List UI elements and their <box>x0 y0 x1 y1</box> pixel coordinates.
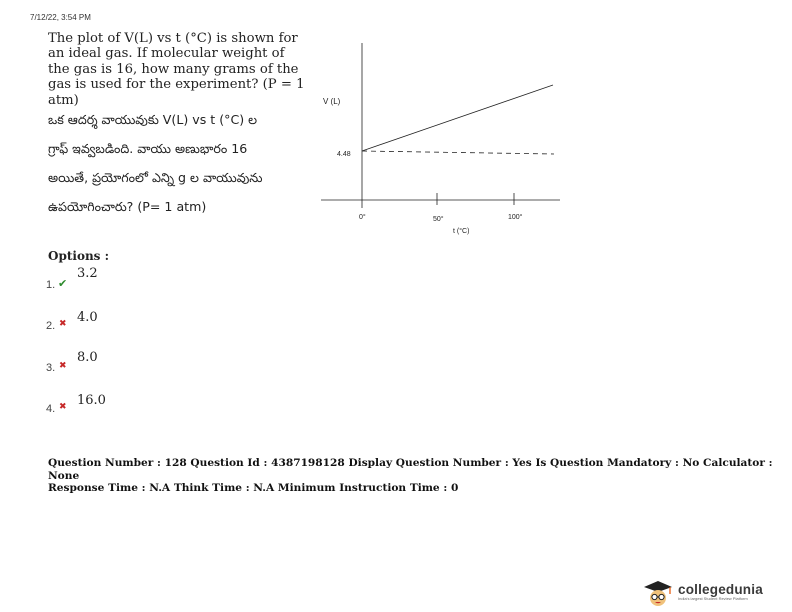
option-3-number: 3. <box>46 362 56 374</box>
x-tick-label-0: 0° <box>359 214 366 221</box>
option-4-number: 4. <box>46 403 56 415</box>
question-text-english: The plot of V(L) vs t (°C) is shown for an ideal gas. If molecular weight of the gas is 16, how many grams of the gas is used for the experiment? (P = 1 atm) <box>48 31 305 108</box>
cross-icon: ✖ <box>59 319 67 329</box>
option-2-value: 4.0 <box>77 310 98 325</box>
x-tick-label-50: 50° <box>433 216 444 223</box>
graduate-mascot-icon <box>641 578 675 608</box>
option-2-number: 2. <box>46 320 56 332</box>
timestamp: 7/12/22, 3:54 PM <box>30 13 91 22</box>
question-metadata-line-1: Question Number : 128 Question Id : 4387198128 Display Question Number : Yes Is Question Mandatory : No Calculator : None <box>48 457 773 482</box>
question-text-telugu-line-1: ఒక ఆదర్శ వాయువుకు V(L) vs t (°C) ల <box>48 112 258 127</box>
checkmark-icon: ✔ <box>58 277 68 290</box>
y-axis-label: V (L) <box>323 97 341 106</box>
collegedunia-logo <box>641 578 763 608</box>
option-2[interactable] <box>46 310 166 340</box>
brand-name: collegedunia <box>678 582 763 597</box>
volume-temperature-graph <box>310 30 570 245</box>
option-1[interactable] <box>46 266 166 296</box>
options-heading: Options : <box>48 249 110 263</box>
x-axis-label: t (°C) <box>453 228 470 235</box>
option-3-value: 8.0 <box>77 350 98 365</box>
option-1-value: 3.2 <box>77 266 98 281</box>
option-1-number: 1. <box>46 279 56 291</box>
question-metadata-line-2: Response Time : N.A Think Time : N.A Minimum Instruction Time : 0 <box>48 482 459 494</box>
dashed-reference-line <box>362 151 554 154</box>
cross-icon: ✖ <box>59 402 67 412</box>
question-text-telugu-line-2: గ్రాఫ్ ఇవ్వబడింది. వాయు అణుభారం 16 <box>48 141 248 156</box>
question-text-telugu-line-4: ఉపయోగించారు? (P= 1 atm) <box>48 199 207 214</box>
option-4-value: 16.0 <box>77 393 106 408</box>
volume-line <box>362 85 553 151</box>
question-text-telugu-line-3: అయితే, ప్రయోగంలో ఎన్ని g ల వాయువును <box>48 170 263 185</box>
option-4[interactable] <box>46 393 166 423</box>
cross-icon: ✖ <box>59 361 67 371</box>
brand-tagline: India's largest Student Review Platform <box>678 596 748 601</box>
option-3[interactable] <box>46 350 166 380</box>
x-tick-label-100: 100° <box>508 214 523 221</box>
y-tick-label: 4.48 <box>337 151 351 158</box>
question-metadata <box>48 457 792 495</box>
